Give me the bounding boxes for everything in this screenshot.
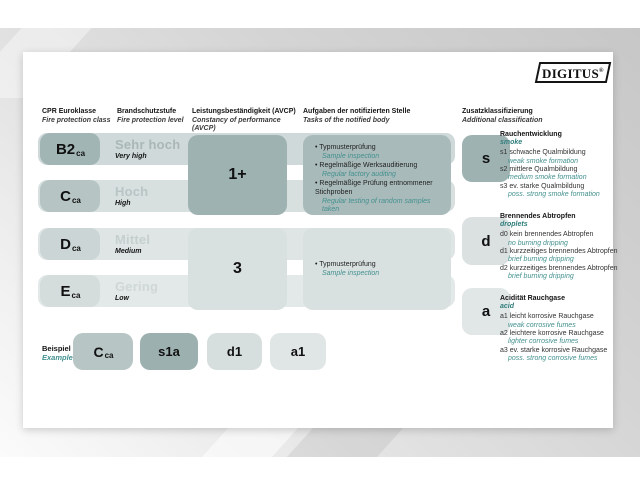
level-en: Low xyxy=(115,294,129,302)
example-label-de: Beispiel xyxy=(42,344,71,353)
item-de: s2 mittlere Qualmbildung xyxy=(500,166,578,173)
header-fire-protection-level xyxy=(117,108,192,125)
task-de: • Regelmäßige Werksauditierung xyxy=(315,162,446,171)
letter: s xyxy=(481,150,491,167)
class-code: D xyxy=(60,235,71,253)
class-subscript: ca xyxy=(76,148,86,158)
header-additional-classification xyxy=(462,108,607,125)
class-code: E xyxy=(60,282,71,300)
item-de: a2 leichtere korrosive Rauchgase xyxy=(500,330,604,337)
avcp-box-3 xyxy=(188,228,287,310)
header-de: Aufgaben der notifizierten Stelle xyxy=(303,108,411,115)
example-code: a1 xyxy=(290,344,306,359)
task-de: • Typmusterprüfung xyxy=(315,144,446,153)
avcp-box-1plus xyxy=(188,135,287,215)
item-de: a1 leicht korrosive Rauchgase xyxy=(500,313,594,321)
item-en: poss. strong corrosive fumes xyxy=(508,354,598,362)
section-droplets xyxy=(500,213,618,281)
level-de: Sehr hoch xyxy=(115,136,181,152)
task-en: Sample inspection xyxy=(322,269,380,277)
item-en: poss. strong smoke formation xyxy=(508,190,600,198)
tasks-box-avcp-1plus xyxy=(303,135,451,215)
item-en: weak smoke formation xyxy=(508,157,579,165)
header-en: Fire protection level xyxy=(117,116,184,124)
section-title-de: Acidität Rauchgase xyxy=(500,295,565,302)
example-box-a1 xyxy=(270,333,326,370)
item-en: medium smoke formation xyxy=(508,174,587,182)
section-title-en: acid xyxy=(500,303,515,311)
example-box-s1a xyxy=(140,333,198,370)
class-subscript: ca xyxy=(71,195,81,205)
example-code: C xyxy=(93,343,104,360)
task-en: Sample inspection xyxy=(322,152,380,160)
item-en: brief burning dripping xyxy=(508,256,574,264)
level-en: High xyxy=(115,199,131,207)
item-en: lighter corrosive fumes xyxy=(508,338,579,346)
header-en: Constancy of performance (AVCP) xyxy=(192,116,281,132)
header-de: CPR Euroklasse xyxy=(42,108,97,115)
level-en: Very high xyxy=(115,152,147,160)
class-box-dca xyxy=(40,228,100,260)
header-de: Brandschutzstufe xyxy=(117,108,177,115)
example-code: d1 xyxy=(226,344,243,359)
item-en: weak corrosive fumes xyxy=(508,321,576,329)
section-title-en: smoke xyxy=(500,139,523,147)
tasks-box-avcp-3 xyxy=(303,228,451,310)
header-en: Tasks of the notified body xyxy=(303,116,390,124)
digitus-logo-frame xyxy=(535,62,611,83)
info-panel xyxy=(23,52,618,428)
digitus-logo xyxy=(537,62,609,83)
header-en: Fire protection class xyxy=(42,116,111,124)
class-subscript: ca xyxy=(71,290,81,300)
class-box-b2ca xyxy=(40,133,100,165)
avcp-label: 3 xyxy=(233,260,242,277)
class-code: B2 xyxy=(55,140,76,158)
section-title-de: Brennendes Abtropfen xyxy=(500,213,576,220)
item-de: s3 ev. starke Qualmbildung xyxy=(500,182,585,190)
item-en: brief burning dripping xyxy=(508,272,574,280)
header-avcp xyxy=(192,108,302,134)
task-de: • Regelmäßige Prüfung entnommener Stichproben xyxy=(315,180,446,197)
item-de: d2 kurzzeitiges brennendes Abtropfen xyxy=(500,264,618,272)
avcp-label: 1+ xyxy=(228,166,247,183)
section-title-de: Rauchentwicklung xyxy=(500,131,562,138)
item-de: a3 ev. starke korrosive Rauchgase xyxy=(500,346,608,354)
header-de: Leistungsbeständigkeit (AVCP) xyxy=(192,108,296,115)
section-title-en: droplets xyxy=(500,221,528,229)
class-code: C xyxy=(60,187,71,205)
header-cpr-euroclass xyxy=(42,108,117,125)
item-de: d0 kein brennendes Abtropfen xyxy=(500,231,594,239)
letter: d xyxy=(481,232,491,250)
level-de: Hoch xyxy=(115,183,149,199)
task-de: • Typmusterprüfung xyxy=(315,261,446,270)
class-subscript: ca xyxy=(71,243,81,253)
letter: a xyxy=(481,303,491,320)
level-de: Gering xyxy=(115,278,159,294)
task-en: Regular testing of random samples taken xyxy=(322,197,431,214)
example-box-d1 xyxy=(207,333,262,370)
example-code: s1a xyxy=(158,344,180,359)
item-de: d1 kurzzeitiges brennendes Abtropfen xyxy=(500,248,618,255)
class-box-eca xyxy=(40,275,100,307)
header-en: Additional classification xyxy=(462,116,543,124)
task-en: Regular factory auditing xyxy=(322,170,396,178)
section-smoke xyxy=(500,131,618,199)
header-de: Zusatzklassifizierung xyxy=(462,108,533,115)
digitus-logo-text: DIGITUS® xyxy=(542,66,604,81)
example-subscript: ca xyxy=(104,351,114,360)
level-de: Mittel xyxy=(115,231,151,247)
example-label xyxy=(42,344,73,362)
class-box-cca xyxy=(40,180,100,212)
registered-mark: ® xyxy=(599,68,604,74)
item-en: no burning dripping xyxy=(508,239,568,247)
item-de: s1 schwache Qualmbildung xyxy=(500,149,586,157)
level-en: Medium xyxy=(115,247,142,255)
example-box-cca xyxy=(73,333,133,370)
section-acid xyxy=(500,295,618,363)
example-label-en: Example xyxy=(42,353,73,362)
header-notified-body xyxy=(303,108,453,125)
